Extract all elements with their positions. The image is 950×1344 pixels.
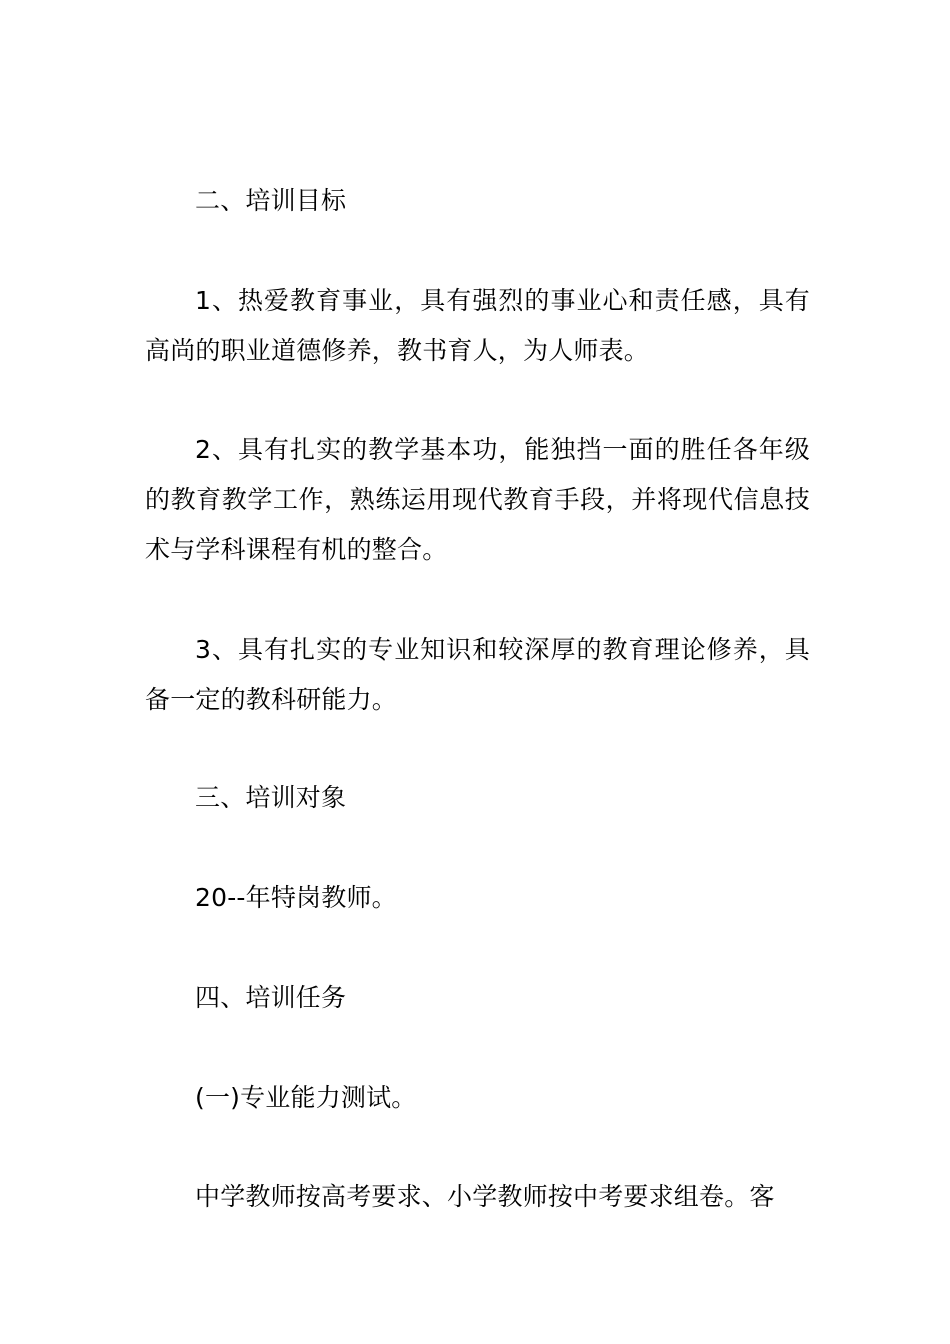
section-heading-training-target: 三、培训对象: [195, 783, 347, 812]
training-target-text: 20--年特岗教师。: [195, 883, 397, 912]
section-heading-training-tasks: 四、培训任务: [195, 983, 347, 1012]
goal-paragraph-1: 1、热爱教育事业，具有强烈的事业心和责任感，具有高尚的职业道德修养，教书育人，为人师表。: [145, 286, 810, 365]
task-paragraph-professional-test: 中学教师按高考要求、小学教师按中考要求组卷。客: [195, 1182, 775, 1211]
goal-paragraph-2: 2、具有扎实的教学基本功，能独挡一面的胜任各年级的教育教学工作，熟练运用现代教育手段，并将现代信息技术与学科课程有机的整合。: [145, 435, 810, 564]
goal-paragraph-3: 3、具有扎实的专业知识和较深厚的教育理论修养，具备一定的教科研能力。: [145, 635, 810, 714]
task-heading-professional-test: (一)专业能力测试。: [195, 1083, 417, 1112]
section-heading-training-goals: 二、培训目标: [195, 186, 347, 215]
